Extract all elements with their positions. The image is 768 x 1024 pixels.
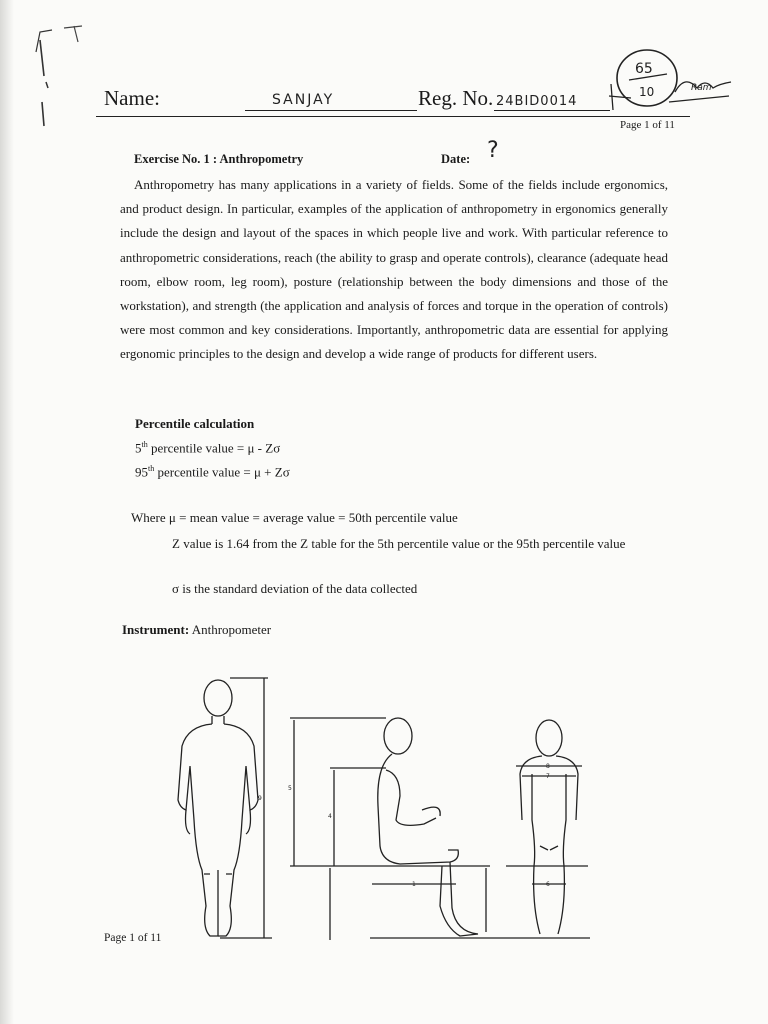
formula-95th — [135, 464, 290, 480]
anthropometry-figure — [160, 670, 600, 950]
grade-stamp — [605, 44, 735, 129]
label-8: 8 — [546, 763, 550, 770]
grade-score: 65 — [635, 61, 653, 77]
formula-95th-number: 95 — [135, 464, 148, 480]
date-label: Date: — [441, 152, 471, 166]
page-edge-shadow — [0, 0, 14, 1024]
instrument-label: Instrument: — [122, 622, 190, 637]
date-mark: ? — [487, 138, 499, 163]
where-mean-line: Where μ = mean value = average value = 50th percentile value — [131, 510, 458, 525]
formula-5th-suffix: th — [141, 440, 148, 449]
grader-initials: Ram — [691, 83, 712, 93]
formula-5th-text: percentile value = μ - Zσ — [147, 440, 281, 456]
reg-no-underline — [494, 110, 610, 111]
formula-95th-text: percentile value = μ + Zσ — [154, 464, 290, 480]
label-7: 7 — [546, 773, 550, 780]
label-4: 4 — [328, 813, 332, 820]
front-figure — [506, 720, 588, 934]
label-9: 9 — [258, 795, 262, 802]
reg-no-value: 24BID0014 — [496, 94, 578, 109]
instrument-line — [122, 622, 271, 638]
seated-figure — [290, 718, 590, 940]
z-value-line: Z value is 1.64 from the Z table for the 5th percentile value or the 95th percentile value — [172, 536, 626, 551]
name-value: SANJAY — [272, 92, 335, 108]
page-number-bottom: Page 1 of 11 — [104, 932, 162, 944]
label-1: 1 — [412, 881, 416, 888]
label-6: 6 — [546, 881, 550, 888]
reg-no-label: Reg. No. — [418, 86, 494, 110]
intro-paragraph: Anthropometry has many applications in a variety of fields. Some of the fields include ergonomics, and product design. In particular, examples of the application of anthropometry in ergonomics generally include the design and layout of the spaces in which people live and work. With particular reference to anthropometric considerations, reach (the ability to grasp and operate controls), clearance (adequate head room, elbow room, leg room), posture (relationship between the body dimensions and those of the workstation), and strength (the application and analysis of forces and torque in the operation of controls) were most common and key considerations. Importantly, anthropometric data are essential for applying ergonomic principles to the design and develop a wide range of products for different users. — [120, 177, 668, 362]
page-number-top: Page 1 of 11 — [620, 119, 675, 131]
name-underline — [245, 110, 417, 111]
grade-total: 10 — [639, 85, 655, 99]
sigma-line: σ is the standard deviation of the data collected — [172, 581, 418, 596]
instrument-value: Anthropometer — [189, 622, 272, 637]
exercise-title: Exercise No. 1 : Anthropometry — [134, 152, 304, 166]
standing-figure — [178, 678, 272, 938]
pencil-marks — [34, 22, 94, 132]
percentile-title: Percentile calculation — [135, 416, 255, 431]
header-rule — [96, 116, 690, 117]
name-label: Name: — [104, 86, 160, 110]
formula-5th-number: 5 — [135, 440, 142, 456]
label-5: 5 — [288, 785, 292, 792]
formula-95th-suffix: th — [148, 464, 155, 473]
grade-circle-icon — [605, 44, 735, 124]
formula-5th — [135, 440, 280, 456]
